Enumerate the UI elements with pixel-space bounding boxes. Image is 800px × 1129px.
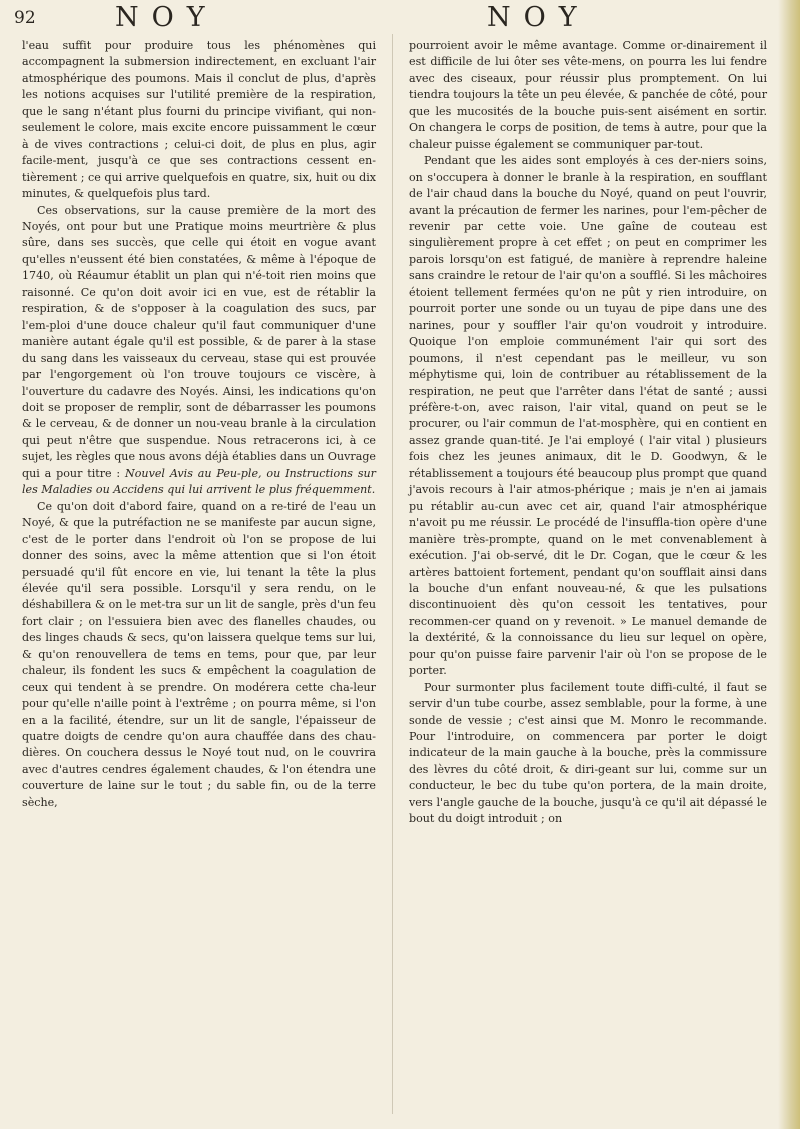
paragraph: Pour surmonter plus facilement toute diffi-culté, il faut se servir d'un tube courbe, assez semblable, pour la forme, à une sonde de vessie ; c'est ainsi que M. Monro le recommande. Pour l'introduire, on commencera par porter le doigt indicateur de la main gauche à la bouche, près la commissure des lèvres du côté droit, & diri-geant sur lui, comme sur un conducteur, le bec du tube qu'on portera, de la main droite, vers l'angle gauche de la bouche, jusqu'à ce qu'il ait dépassé le bout du doigt introduit ; on (409, 680, 767, 826)
right-column (409, 38, 767, 828)
page-number: 92 (14, 8, 36, 28)
column-divider (392, 34, 393, 1114)
paragraph: Ce qu'on doit d'abord faire, quand on a re-tiré de l'eau un Noyé, & que la putréfaction ne se manifeste par aucun signe, c'est de le porter dans l'endroit où l'on se propose de lui donner des soins, avec la même attention que si l'on étoit persuadé qu'il fût encore en vie, lui tenant la tête la plus élevée qu'il sera possible. Lorsqu'il y sera rendu, on le déshabillera & on le met-tra sur un lit de sangle, près d'un feu fort clair ; on l'essuiera bien avec des flanelles chaudes, ou des linges chauds & secs, qu'on laissera quelque tems sur lui, & qu'on renouvellera de tems en tems, pour que, par leur chaleur, ils fondent les sucs & empêchent la coagulation de ceux qui tendent à se prendre. On modérera cette cha-leur pour qu'elle n'aille point à l'extrême ; on pourra même, si l'on en a la facilité, étendre, sur un lit de sangle, l'épaisseur de quatre doigts de cendre qu'on aura chauffée dans des chau-dières. On couchera dessus le Noyé tout nud, on le couvrira avec d'autres cendres également chaudes, & l'on étendra une couverture de laine sur le tout ; du sable fin, ou de la terre sèche, (22, 499, 376, 809)
paragraph: Pendant que les aides sont employés à ces der-niers soins, on s'occupera à donner le branle à la respiration, en soufflant de l'air chaud dans la bouche du Noyé, quand on peut l'ouvrir, avant la précaution de fermer les narines, pour l'em-pêcher de revenir par cette voie. Une gaîne de couteau est singulièrement propre à cet effet ; on peut en comprimer les parois lorsqu'on est fatigué, de manière à reprendre haleine sans craindre le retour de l'air qu'on a soufflé. Si les mâchoires étoient tellement fermées qu'on ne pût y rien introduire, on pourroit porter une sonde ou un tuyau de pipe dans une des narines, pour y souffler l'air qu'on voudroit y introduire. Quoique l'on emploie communément l'air qui sort des poumons, il n'est cependant pas le meilleur, vu son méphytisme qui, loin de contribuer au rétablissement de la respiration, ne peut que l'arrêter dans l'état de santé ; aussi préfère-t-on, avec raison, l'air vital, quand on peut se le procurer, ou l'air commun de l'at-mosphère, qui en contient en assez grande quan-tité. Je l'ai employé ( l'air vital ) plusieurs fois chez les jeunes animaux, dit le D. Goodwyn, & le rétablissement a toujours été beaucoup plus prompt que quand j'avois recours à l'air atmos-phérique ; mais je n'en ai jamais pu rétablir au-cun avec cet air, quand l'air atmosphérique n'avoit pu me réussir. Le procédé de l'insuffla-tion opère d'une manière très-prompte, quand on le met convenablement à exécution. J'ai ob-servé, dit le Dr. Cogan, que le cœur & les artères battoient fortement, pendant qu'on soufflait ainsi dans la bouche d'un enfant nouveau-né, & que les pulsations discontinuoient dès qu'on cessoit les tentatives, pour recommen-cer quand on y revenoit. » Le manuel demande de la dextérité, & la connoissance du lieu sur lequel on opère, pour qu'on puisse faire parvenir l'air où l'on se propose de le porter. (409, 154, 767, 678)
paragraph-text: Ces observations, sur la cause première de la mort des Noyés, ont pour but une Pratique moins meurtrière & plus sûre, dans ses succès, que celle qui étoit en vogue avant qu'elles n'eussent été bien constatées, & même à l'époque de 1740, où Réaumur établit un plan qui n'é-toit rien moins que raisonné. Ce qu'on doit avoir ici en vue, est de rétablir la respiration, & de s'opposer à la coagulation des sucs, par l'em-ploi d'une douce chaleur qu'il faut communiquer d'une manière autant égale qu'il est possible, & de parer à la stase du sang dans les vaisseaux du cerveau, stase qui est prouvée par l'engorgement où l'on trouve toujours ce viscère, à l'ouverture du cadavre des Noyés. Ainsi, les indications qu'on doit se proposer de remplir, sont de débarrasser les poumons & le cerveau, & de donner un nou-veau branle à la circulation qui peut n'être que suspendue. Nous retracerons ici, à ce sujet, les règles que nous avons déjà établies dans un Ouvrage qui a pour titre : (22, 203, 376, 480)
running-head-right: NOY (487, 2, 590, 33)
paragraph: l'eau suffit pour produire tous les phénomènes qui accompagnent la submersion indirectement, en excluant l'air atmosphérique des poumons. Mais il conclut de plus, d'après les notions acquises sur l'utilité première de la respiration, que le sang n'étant plus fourni du principe vivifiant, qui non-seulement le colore, mais excite encore puissamment le cœur à de vives contractions ; celui-ci doit, de plus en plus, agir facile-ment, jusqu'à ce que ses contractions cessent en-tièrement ; ce qui arrive quelquefois en quatre, six, huit ou dix minutes, & quelquefois plus tard. (22, 39, 376, 201)
left-column (22, 38, 376, 811)
book-title: Nouvel Avis au Peu-ple, ou Instructions sur les Maladies ou Accidens qui lui arrivent le plus fréquemment. (22, 466, 376, 497)
paragraph (22, 203, 376, 499)
page-edge (778, 0, 800, 1129)
paragraph: pourroient avoir le même avantage. Comme or-dinairement il est difficile de lui ôter ses vête-mens, on pourra les lui fendre avec des ciseaux, pour réussir plus promptement. On lui tiendra toujours la tête un peu élevée, & panchée de côté, pour que les mucosités de la bouche puis-sent aisément en sortir. On changera le corps de position, de tems à autre, pour que la chaleur puisse également se communiquer par-tout. (409, 39, 767, 151)
running-head-left: NOY (115, 2, 218, 33)
